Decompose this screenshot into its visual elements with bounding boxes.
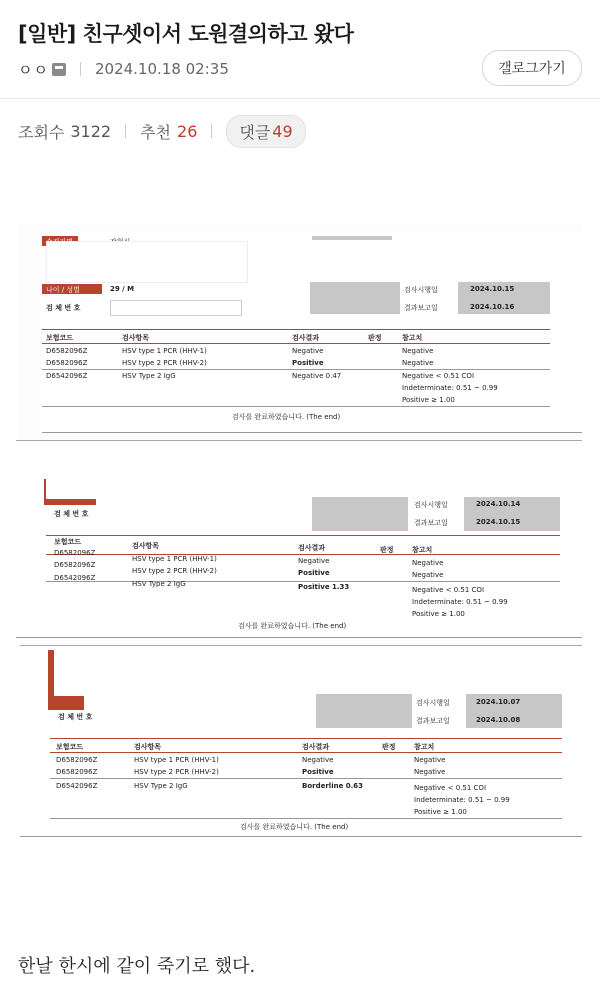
test-date-value: 2024.10.15 (470, 285, 515, 293)
test-item: HSV type 2 PCR (HHV-2) (132, 567, 217, 575)
table-rule (42, 343, 550, 344)
comments-button[interactable] (226, 115, 305, 148)
table-rule (42, 406, 550, 407)
reference-value: Negative < 0.51 COI (412, 586, 485, 594)
reference-value: Positive ≥ 1.00 (414, 808, 467, 816)
lab-report-sheet (42, 232, 582, 433)
table-rule (46, 581, 560, 582)
comments-count: 49 (272, 121, 293, 141)
shaded-cell (312, 236, 392, 240)
test-result: Negative (298, 557, 330, 565)
report-date-value: 2024.10.16 (470, 303, 515, 311)
test-result: Borderline 0.63 (302, 782, 364, 790)
column-header: 검사항목 (122, 334, 150, 342)
column-header: 판정 (382, 743, 396, 751)
scanned-lab-reports-image (18, 222, 582, 836)
insurance-code: D6542096Z (56, 782, 98, 790)
reference-value: Negative < 0.51 COI (402, 372, 475, 380)
insurance-code: D6542096Z (46, 372, 88, 380)
column-header: 참고치 (412, 546, 433, 554)
age-sex-label: 나이 / 성별 (46, 286, 80, 294)
divider (211, 124, 212, 138)
user-badge-icon (52, 63, 66, 76)
column-header: 검사결과 (292, 334, 320, 342)
insurance-code: D6582096Z (46, 347, 88, 355)
comments-label: 댓글 (239, 122, 271, 142)
column-header: 검사항목 (134, 743, 162, 751)
test-result: Positive (298, 569, 330, 577)
redaction-box (46, 241, 248, 283)
test-item: HSV type 1 PCR (HHV-1) (122, 347, 207, 355)
test-date-value: 2024.10.07 (476, 698, 521, 706)
reference-value: Indeterminate: 0.51 ~ 0.99 (412, 598, 508, 606)
test-result: Positive 1.33 (298, 583, 350, 591)
column-header: 보험코드 (54, 538, 82, 546)
test-result: Positive (302, 768, 334, 776)
reference-value: Indeterminate: 0.51 ~ 0.99 (414, 796, 510, 804)
post-body-text: 한날 한시에 같이 죽기로 했다. (18, 956, 256, 977)
insurance-code: D6582096Z (54, 561, 96, 569)
recommend-count: 26 (177, 121, 198, 141)
age-sex-value: 29 / M (110, 285, 135, 293)
test-date-label: 검사시행일 (404, 286, 438, 294)
post-stats (18, 116, 306, 146)
test-result: Positive (292, 359, 324, 367)
test-item: HSV type 1 PCR (HHV-1) (134, 756, 219, 764)
insurance-code: D6582096Z (46, 359, 88, 367)
redaction-box (110, 300, 242, 316)
report-date-label: 결과보고일 (404, 304, 438, 312)
shaded-cell (310, 282, 400, 314)
divider (80, 62, 81, 76)
post-title: [일반] 친구셋이서 도원결의하고 왔다 (18, 22, 354, 46)
column-header: 참고치 (402, 334, 423, 342)
column-header: 참고치 (414, 743, 435, 751)
views-count: 3122 (70, 121, 112, 141)
post-meta (18, 58, 229, 80)
author-name[interactable]: ㅇㅇ (18, 60, 49, 79)
table-rule (46, 554, 560, 555)
insurance-code: D6542096Z (54, 574, 96, 582)
recommend-label: 추천 (140, 122, 172, 142)
report-date-label: 결과보고일 (416, 717, 450, 725)
test-date-label: 검사시행일 (416, 699, 450, 707)
reference-value: Indeterminate: 0.51 ~ 0.99 (402, 384, 498, 392)
header-divider (0, 98, 600, 99)
reference-value: Negative (414, 756, 446, 764)
reference-value: Negative (412, 559, 444, 567)
test-item: HSV type 1 PCR (HHV-1) (132, 555, 217, 563)
lab-report-sheet (20, 645, 582, 837)
insurance-code: D6582096Z (56, 768, 98, 776)
test-item: HSV type 2 PCR (HHV-2) (134, 768, 219, 776)
views-label: 조회수 (18, 122, 65, 142)
post-date: 2024.10.18 02:35 (94, 60, 229, 78)
end-text: 검사를 완료하였습니다. (The end) (232, 413, 341, 421)
reference-value: Negative (402, 359, 434, 367)
reference-value: Positive ≥ 1.00 (402, 396, 455, 404)
end-text: 검사를 완료하였습니다. (The end) (240, 823, 349, 831)
divider (125, 124, 126, 138)
specimen-label: 검 체 번 호 (46, 304, 81, 312)
column-header: 판정 (368, 334, 382, 342)
report-date-label: 결과보고일 (414, 519, 448, 527)
shaded-cell (312, 497, 408, 531)
insurance-code: D6582096Z (56, 756, 98, 764)
reference-value: Negative < 0.51 COI (414, 784, 487, 792)
test-item: HSV Type 2 IgG (134, 782, 188, 790)
insurance-code: D6582096Z (54, 549, 96, 557)
redaction-box (46, 443, 554, 499)
reference-value: Negative (402, 347, 434, 355)
table-rule (50, 738, 562, 739)
end-text: 검사를 완료하였습니다. (The end) (238, 622, 347, 630)
gallog-button[interactable]: 갤로그가기 (482, 50, 582, 86)
table-rule (46, 535, 560, 536)
reference-value: Positive ≥ 1.00 (412, 610, 465, 618)
column-header: 판정 (380, 546, 394, 554)
specimen-label: 검 체 번 호 (54, 510, 89, 518)
table-rule (42, 369, 550, 370)
table-rule (42, 329, 550, 330)
test-result: Negative (302, 756, 334, 764)
test-item: HSV Type 2 IgG (132, 580, 186, 588)
test-item: HSV Type 2 IgG (122, 372, 176, 380)
column-header: 보험코드 (56, 743, 84, 751)
column-header: 검사결과 (302, 743, 330, 751)
test-result: Negative (292, 347, 324, 355)
table-rule (50, 778, 562, 779)
test-date-value: 2024.10.14 (476, 500, 521, 508)
test-date-label: 검사시행일 (414, 501, 448, 509)
reference-value: Negative (414, 768, 446, 776)
specimen-label: 검 체 번 호 (58, 713, 93, 721)
test-result: Negative 0.47 (292, 372, 342, 380)
lab-report-sheet (16, 440, 582, 638)
column-header: 검사항목 (132, 542, 160, 550)
test-item: HSV type 2 PCR (HHV-2) (122, 359, 207, 367)
column-header: 검사결과 (298, 544, 326, 552)
table-rule (50, 752, 562, 753)
reference-value: Negative (412, 571, 444, 579)
column-header: 보험코드 (46, 334, 74, 342)
report-date-value: 2024.10.15 (476, 518, 521, 526)
shaded-cell (316, 694, 412, 728)
table-rule (50, 818, 562, 819)
report-date-value: 2024.10.08 (476, 716, 521, 724)
redaction-box (54, 648, 554, 696)
